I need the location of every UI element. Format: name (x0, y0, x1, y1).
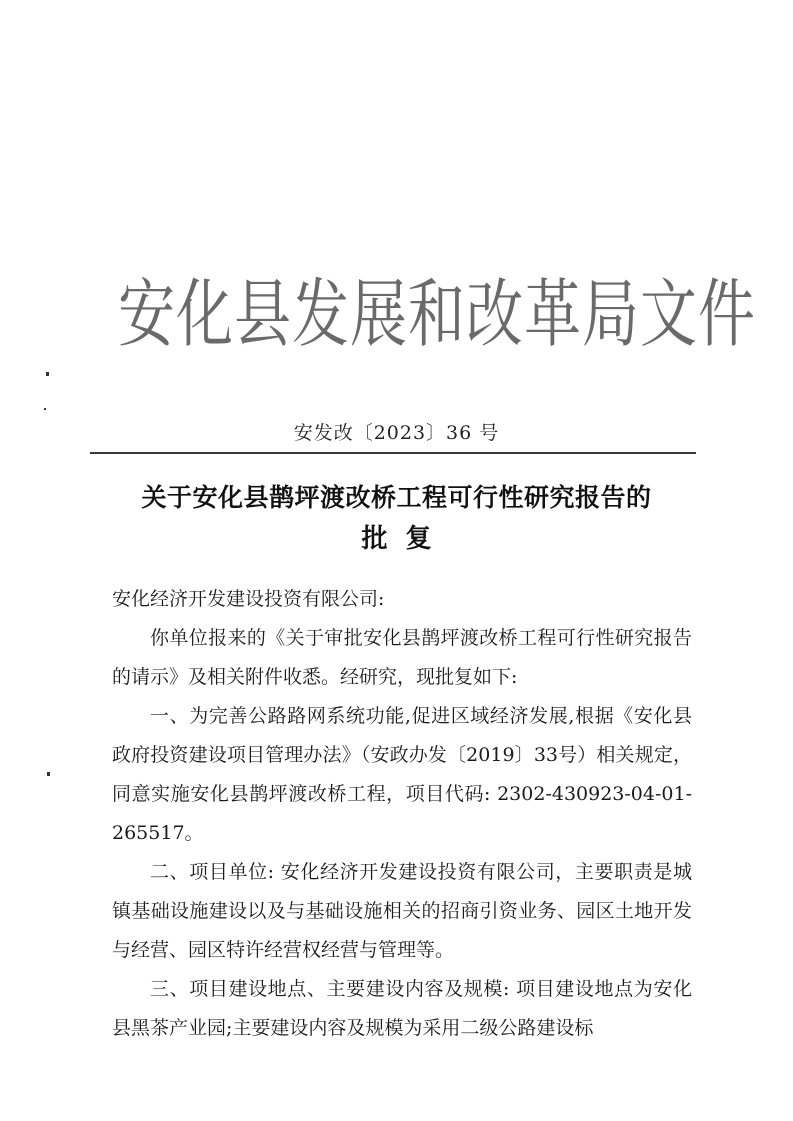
scan-speck (46, 372, 49, 376)
scan-speck (44, 408, 46, 410)
recipient-line: 安化经济开发建设投资有限公司: (112, 588, 385, 610)
subject-title-line-1: 关于安化县鹊坪渡改桥工程可行性研究报告的 (141, 483, 652, 512)
scan-speck (47, 772, 50, 776)
document-number: 安发改〔2023〕36 号 (293, 422, 500, 444)
body-paragraph: 一、为完善公路路网系统功能,促进区域经济发展,根据《安化县政府投资建设项目管理办法》（安政办发〔2019〕33号）相关规定，同意实施安化县鹊坪渡改桥工程，项目代码: 2302-430923-04-01-265517。 (112, 705, 692, 844)
body-paragraph: 三、项目建设地点、主要建设内容及规模: 项目建设地点为安化县黑茶产业园;主要建设内容及规模为采用二级公路建设标 (112, 978, 692, 1039)
body-paragraph: 你单位报来的《关于审批安化县鹊坪渡改桥工程可行性研究报告的请示》及相关附件收悉。经研究，现批复如下: (112, 627, 692, 688)
issuer-header: 安化县发展和改革局文件 (118, 271, 756, 358)
header-divider (90, 452, 696, 454)
body-paragraph: 二、项目单位: 安化经济开发建设投资有限公司，主要职责是城镇基础设施建设以及与基础设施相关的招商引资业务、园区土地开发与经营、园区特许经营权经营与管理等。 (112, 861, 692, 961)
subject-title-line-2: 批复 (361, 524, 450, 554)
document-body (112, 580, 692, 1048)
